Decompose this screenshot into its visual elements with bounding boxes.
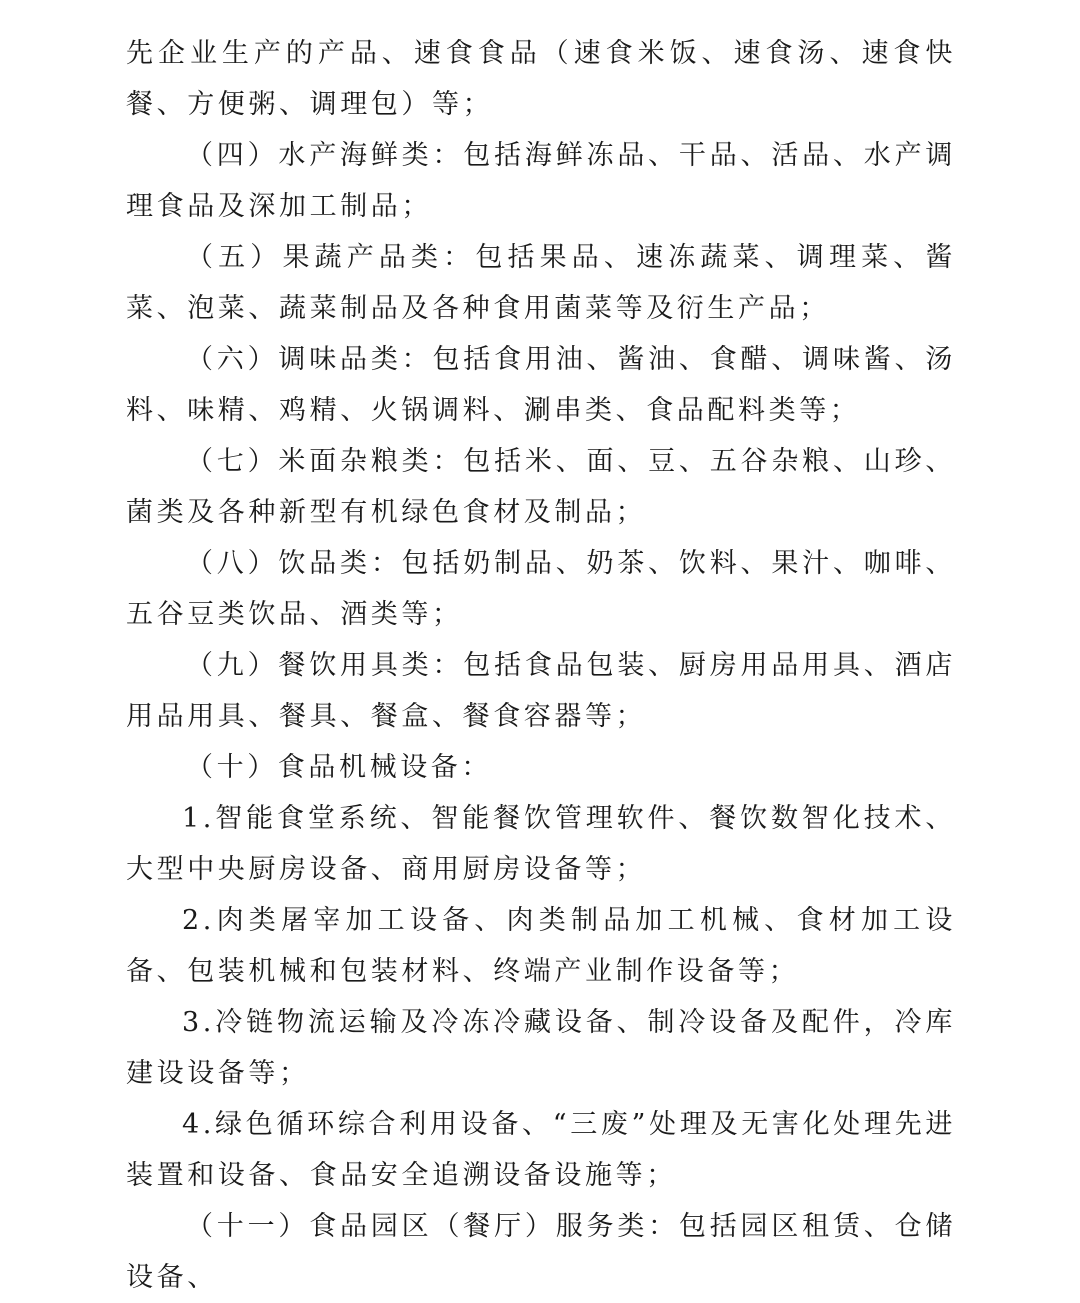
list-item-smart-canteen: 1.智能食堂系统、智能餐饮管理软件、餐饮数智化技术、大型中央厨房设备、商用厨房设备等； [126,803,956,885]
paragraph-tableware: （九）餐饮用具类：包括食品包装、厨房用品用具、酒店用品用具、餐具、餐盒、餐食容器等； [126,650,956,732]
paragraph-machinery-heading: （十）食品机械设备： [186,752,492,783]
paragraph-fruit-vegetable: （五）果蔬产品类：包括果品、速冻蔬菜、调理菜、酱菜、泡菜、蔬菜制品及各种食用菌菜等及衍生产品； [126,242,956,324]
list-item-meat-processing: 2.肉类屠宰加工设备、肉类制品加工机械、食材加工设备、包装机械和包装材料、终端产业制作设备等； [126,905,956,987]
paragraph-condiments: （六）调味品类：包括食用油、酱油、食醋、调味酱、汤料、味精、鸡精、火锅调料、涮串类、食品配料类等； [126,344,956,426]
paragraph-grains: （七）米面杂粮类：包括米、面、豆、五谷杂粮、山珍、菌类及各种新型有机绿色食材及制品； [126,446,956,528]
paragraph-beverages: （八）饮品类：包括奶制品、奶茶、饮料、果汁、咖啡、五谷豆类饮品、酒类等； [126,548,956,630]
paragraph-seafood: （四）水产海鲜类：包括海鲜冻品、干品、活品、水产调理食品及深加工制品； [126,140,956,222]
list-item-green-recycling: 4.绿色循环综合利用设备、“三废”处理及无害化处理先进装置和设备、食品安全追溯设备设施等； [126,1109,956,1191]
document-body [126,28,956,1303]
list-item-cold-chain: 3.冷链物流运输及冷冻冷藏设备、制冷设备及配件，冷库建设设备等； [126,1007,956,1089]
paragraph-continuation: 先企业生产的产品、速食食品（速食米饭、速食汤、速食快餐、方便粥、调理包）等； [126,38,956,120]
paragraph-park-services: （十一）食品园区（餐厅）服务类：包括园区租赁、仓储设备、 [126,1211,956,1293]
